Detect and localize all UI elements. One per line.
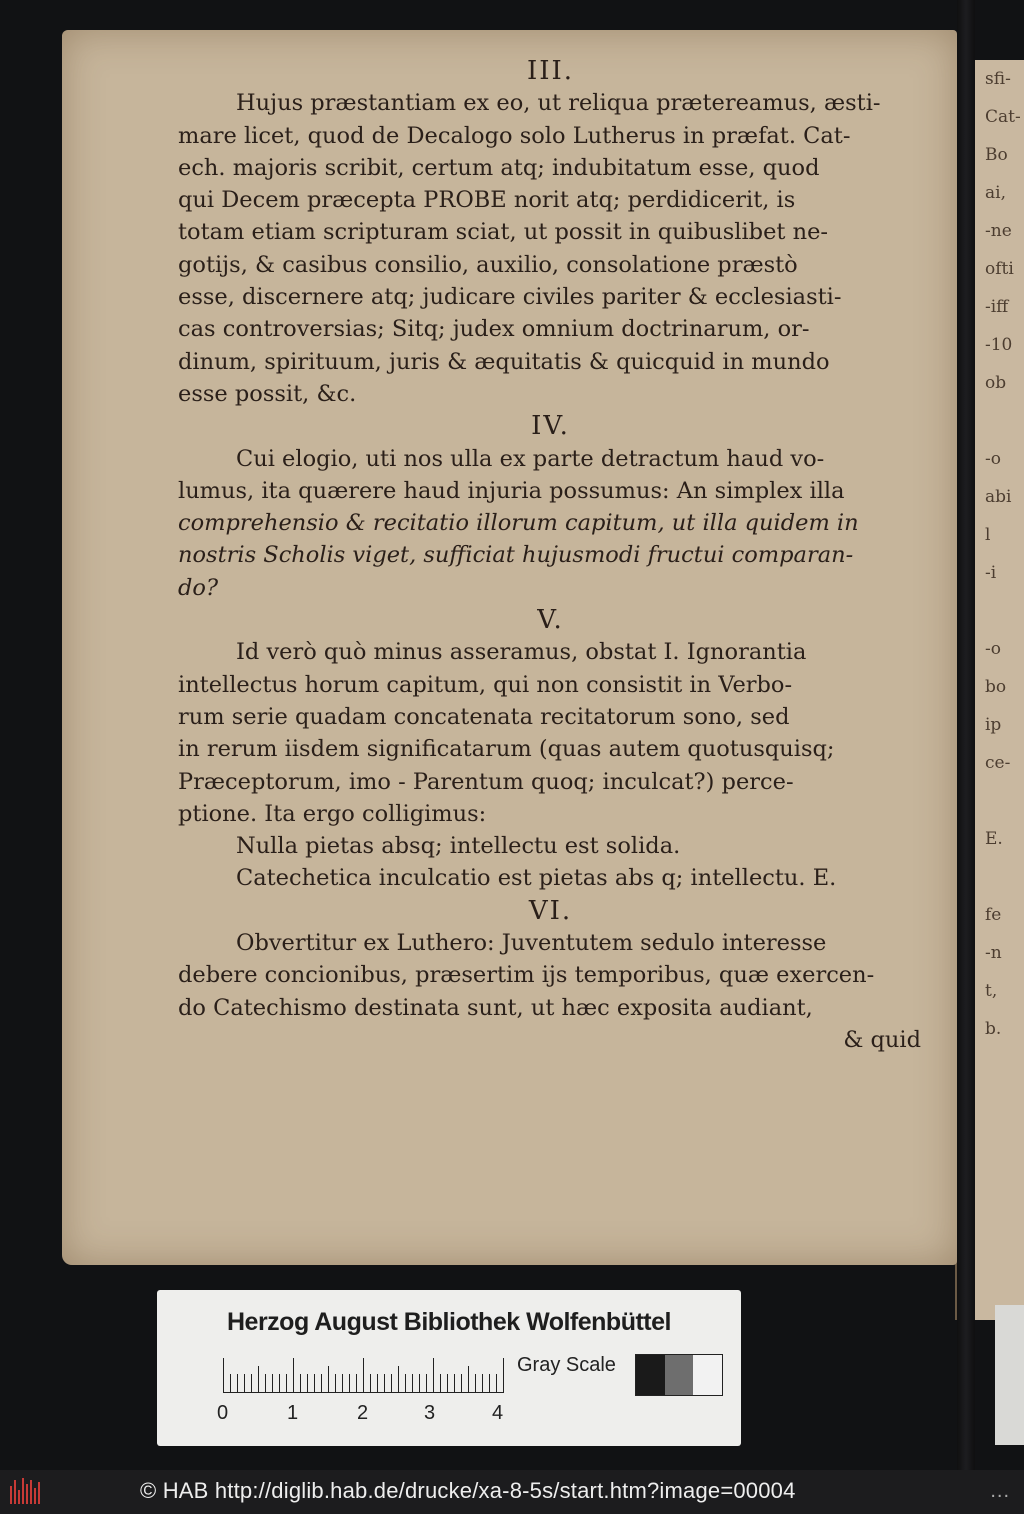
ruler-tick — [496, 1374, 497, 1392]
facing-page-fragment: E. — [985, 829, 1003, 849]
ruler-tick — [426, 1374, 427, 1392]
ruler-tick — [447, 1374, 448, 1392]
facing-page-fragment: ob — [985, 373, 1007, 393]
text-line: in rerum iisdem significatarum (quas autem quotusquisq; — [178, 736, 835, 763]
ruler-tick — [356, 1374, 357, 1392]
ruler-tick — [342, 1374, 343, 1392]
logo-bar — [30, 1480, 32, 1504]
facing-page-fragment: -i — [985, 563, 997, 583]
text-line: qui Decem præcepta PROBE norit atq; perdidicerit, is — [178, 187, 796, 214]
ruler-tick — [405, 1374, 406, 1392]
ruler-tick — [433, 1358, 434, 1392]
gray-swatch — [636, 1355, 665, 1395]
facing-page-fragment: b. — [985, 1019, 1002, 1039]
section-number: VI. — [528, 895, 573, 926]
ruler-tick — [349, 1374, 350, 1392]
ruler-tick — [419, 1374, 420, 1392]
logo-bar — [22, 1478, 24, 1504]
ruler-baseline — [223, 1392, 504, 1393]
ruler-number: 4 — [492, 1402, 504, 1424]
text-line: ech. majoris scribit, certum atq; indubitatum esse, quod — [178, 154, 820, 181]
facing-page-fragment: -o — [985, 449, 1001, 469]
ruler-tick — [244, 1374, 245, 1392]
gray-swatch — [693, 1355, 722, 1395]
facing-page-fragment — [985, 858, 1024, 896]
ruler-tick — [412, 1374, 413, 1392]
gray-swatches — [635, 1354, 723, 1396]
binding-gutter — [957, 0, 975, 1470]
footer-bar — [0, 1470, 1024, 1514]
ruler-tick — [279, 1374, 280, 1392]
ruler-tick — [384, 1374, 385, 1392]
ruler-tick — [237, 1374, 238, 1392]
facing-page-fragment: abi — [985, 487, 1012, 507]
facing-page-fragment: Bo — [985, 145, 1008, 165]
adjacent-scale-card — [995, 1305, 1024, 1445]
ruler-tick — [335, 1374, 336, 1392]
ruler-tick — [475, 1374, 476, 1392]
text-line: Id verò quò minus asseramus, obstat I. Ignorantia — [236, 639, 807, 666]
ruler-tick — [328, 1366, 329, 1392]
ruler-tick — [230, 1374, 231, 1392]
facing-page-fragment: ai, — [985, 183, 1006, 203]
logo-bar — [18, 1490, 20, 1504]
text-line: cas controversias; Sitq; judex omnium doctrinarum, or- — [178, 316, 810, 343]
facing-page-fragment: ce- — [985, 753, 1011, 773]
ruler-tick — [454, 1374, 455, 1392]
more-icon[interactable]: ... — [990, 1480, 1010, 1502]
text-line: gotijs, & casibus consilio, auxilio, consolatione præstò — [178, 251, 798, 278]
logo-bar — [10, 1486, 12, 1504]
ruler-tick — [251, 1374, 252, 1392]
text-line: totam etiam scripturam sciat, ut possit in quibuslibet ne- — [178, 219, 828, 246]
facing-page-fragment: fe — [985, 905, 1002, 925]
text-line: Cui elogio, uti nos ulla ex parte detractum haud vo- — [236, 445, 825, 472]
ruler-tick — [398, 1366, 399, 1392]
facing-page-fragment: t, — [985, 981, 998, 1001]
facing-page-fragment: ip — [985, 715, 1002, 735]
copyright-url[interactable]: © HAB http://diglib.hab.de/drucke/xa-8-5s/start.htm?image=00004 — [140, 1478, 796, 1503]
text-line: Catechetica inculcatio est pietas abs q; intellectu. E. — [236, 865, 837, 892]
text-line: Hujus præstantiam ex eo, ut reliqua prætereamus, æsti- — [236, 90, 881, 117]
ruler-tick — [314, 1374, 315, 1392]
logo-bar — [14, 1480, 16, 1504]
text-line: intellectus horum capitum, qui non consistit in Verbo- — [178, 671, 793, 698]
text-line: Obvertitur ex Luthero: Juventutem sedulo interesse — [236, 930, 827, 957]
library-name: Herzog August Bibliothek Wolfenbüttel — [227, 1308, 671, 1336]
facing-page-fragment: bo — [985, 677, 1007, 697]
section-number: IV. — [531, 411, 570, 442]
facing-page-fragment — [985, 782, 1024, 820]
ruler-tick — [391, 1374, 392, 1392]
ruler-tick — [223, 1358, 224, 1392]
ruler-tick — [265, 1374, 266, 1392]
logo-bar — [34, 1488, 36, 1504]
page-text — [178, 55, 923, 1056]
color-scale-card — [157, 1290, 741, 1446]
text-line: ptione. Ita ergo colligimus: — [178, 800, 487, 827]
ruler-tick — [258, 1366, 259, 1392]
facing-page-fragment: ofti — [985, 259, 1014, 279]
gray-swatch — [665, 1355, 694, 1395]
section-number: V. — [537, 605, 564, 636]
text-line: Nulla pietas absq; intellectu est solida. — [236, 833, 681, 860]
facing-page-fragment — [985, 592, 1024, 630]
ruler-number: 0 — [217, 1402, 229, 1424]
section-number: III. — [526, 56, 575, 86]
logo-bar — [38, 1482, 40, 1504]
ruler-tick — [503, 1358, 504, 1392]
facing-page-fragment: l — [985, 525, 991, 545]
ruler-tick — [377, 1374, 378, 1392]
facing-page-fragment: -iff — [985, 297, 1009, 317]
text-line: lumus, ita quærere haud injuria possumus: An simplex illa — [178, 477, 845, 504]
text-line: esse possit, &c. — [178, 380, 357, 407]
facing-page-fragment — [985, 402, 1024, 440]
ruler-tick — [468, 1366, 469, 1392]
hab-logo-icon — [10, 1478, 42, 1504]
ruler-tick — [307, 1374, 308, 1392]
ruler-tick — [286, 1374, 287, 1392]
ruler-tick — [272, 1374, 273, 1392]
logo-bar — [26, 1484, 28, 1504]
ruler-tick — [440, 1374, 441, 1392]
facing-page-fragment: -o — [985, 639, 1001, 659]
facing-page-fragment: -ne — [985, 221, 1012, 241]
text-line: nostris Scholis viget, sufficiat hujusmodi fructui comparan- — [178, 542, 854, 569]
ruler-tick — [300, 1374, 301, 1392]
ruler-tick — [363, 1358, 364, 1392]
facing-page-fragment: Cat- — [985, 107, 1021, 127]
ruler-tick — [461, 1374, 462, 1392]
facing-page-fragment: -n — [985, 943, 1002, 963]
ruler-number: 1 — [287, 1402, 299, 1424]
text-line: rum serie quadam concatenata recitatorum sono, sed — [178, 703, 790, 730]
text-line: comprehensio & recitatio illorum capitum, ut illa quidem in — [178, 510, 859, 537]
cm-ruler — [223, 1358, 503, 1394]
text-line: do? — [178, 574, 219, 601]
ruler-number: 3 — [424, 1402, 436, 1424]
facing-page-fragment: sfi- — [985, 69, 1011, 89]
ruler-tick — [293, 1358, 294, 1392]
text-line: esse, discernere atq; judicare civiles pariter & ecclesiasti- — [178, 284, 842, 311]
text-line: Præceptorum, imo - Parentum quoq; inculcat?) perce- — [178, 768, 794, 795]
ruler-tick — [482, 1374, 483, 1392]
text-line: debere concionibus, præsertim ijs temporibus, quæ exercen- — [178, 962, 875, 989]
text-line: & quid — [843, 1026, 921, 1053]
text-line: dinum, spirituum, juris & æquitatis & quicquid in mundo — [178, 348, 830, 375]
ruler-tick — [370, 1374, 371, 1392]
ruler-tick — [321, 1374, 322, 1392]
facing-page-fragment: -10 — [985, 335, 1013, 355]
text-line: do Catechismo destinata sunt, ut hæc exposita audiant, — [178, 994, 813, 1021]
gray-scale-label: Gray Scale — [517, 1354, 616, 1376]
ruler-number: 2 — [357, 1402, 369, 1424]
ruler-tick — [489, 1374, 490, 1392]
text-line: mare licet, quod de Decalogo solo Lutherus in præfat. Cat- — [178, 122, 851, 149]
